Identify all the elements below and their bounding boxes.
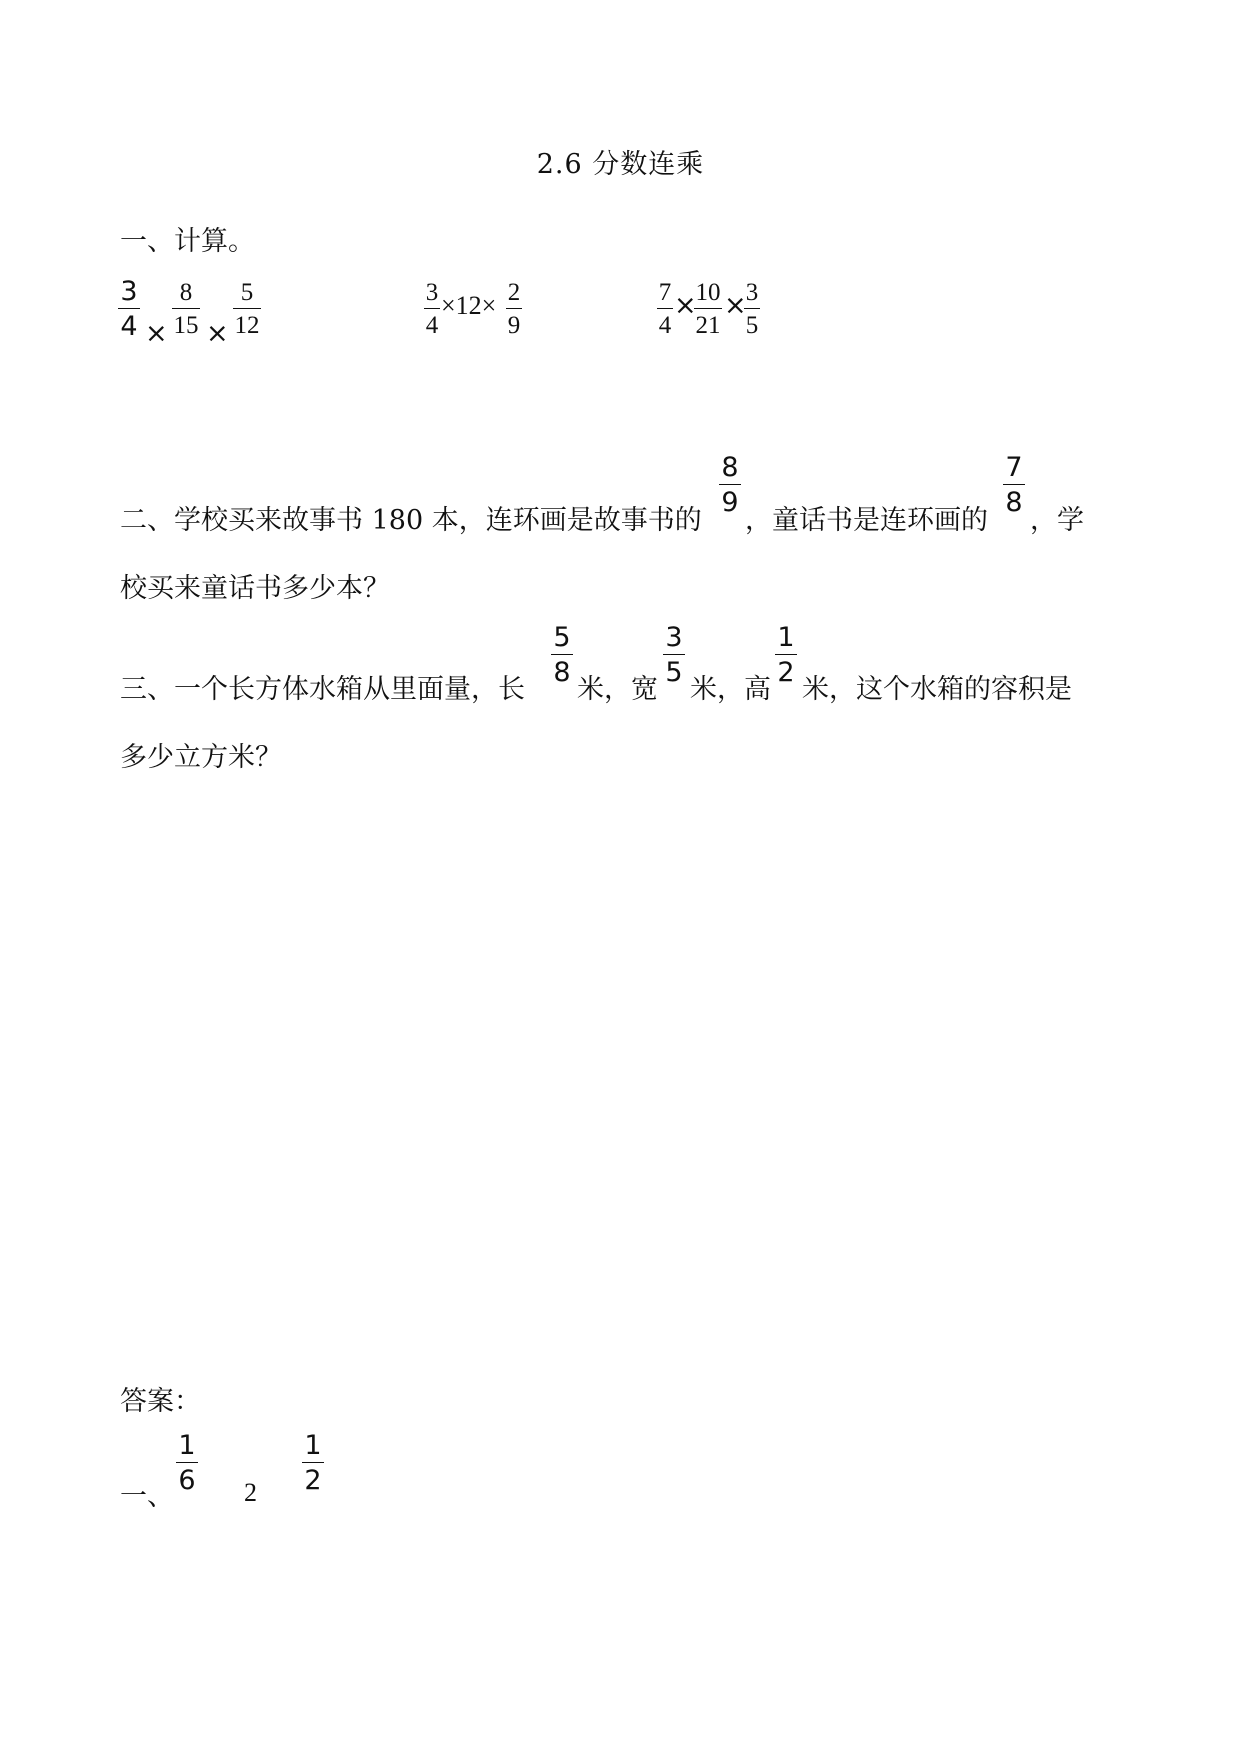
expr2-fraction-1: 3 4 xyxy=(425,279,439,339)
expr2-middle: ×12× xyxy=(441,291,497,320)
section2-text-c: ，学 xyxy=(1030,505,1084,536)
section3-text-b: 米，宽 xyxy=(577,674,658,705)
section3-text-line2: 多少立方米？ xyxy=(120,742,282,773)
expr1-fraction-2: 8 15 xyxy=(173,279,199,339)
section2-text-b: ，童话书是连环画的 xyxy=(745,505,988,536)
answer-3-fraction: 1 2 xyxy=(302,1432,324,1494)
answers-prefix: 一、 xyxy=(120,1481,174,1512)
section3-fraction-3: 1 2 xyxy=(775,624,797,686)
expr1-times-1: × xyxy=(145,318,168,349)
expr2-fraction-2: 2 9 xyxy=(507,279,521,339)
section3-text-a: 三、一个长方体水箱从里面量，长 xyxy=(120,674,525,705)
section1-heading: 一、计算。 xyxy=(120,226,255,257)
answers-heading: 答案： xyxy=(120,1386,201,1417)
expr1-fraction-1: 3 4 xyxy=(118,278,140,340)
expr1-fraction-3: 5 12 xyxy=(234,279,260,339)
page-title: 2.6 分数连乘 xyxy=(536,149,705,180)
expr3-times-1: × xyxy=(674,290,697,321)
answer-1-fraction: 1 6 xyxy=(176,1432,198,1494)
section3-text-c: 米，高 xyxy=(690,674,771,705)
section3-text-d: 米，这个水箱的容积是 xyxy=(802,674,1072,705)
expr1-times-2: × xyxy=(206,318,229,349)
section3-fraction-2: 3 5 xyxy=(663,624,685,686)
section3-fraction-1: 5 8 xyxy=(551,624,573,686)
section2-text-line2: 校买来童话书多少本？ xyxy=(120,573,390,604)
expr3-fraction-2: 10 21 xyxy=(695,279,721,339)
expr3-fraction-3: 3 5 xyxy=(745,279,759,339)
expr3-fraction-1: 7 4 xyxy=(658,279,672,339)
section2-text-a: 二、学校买来故事书 180 本，连环画是故事书的 xyxy=(120,505,702,536)
answer-2-value: 2 xyxy=(244,1478,257,1507)
section2-fraction-1: 8 9 xyxy=(719,454,741,516)
section2-fraction-2: 7 8 xyxy=(1003,454,1025,516)
expr3-times-2: × xyxy=(724,290,747,321)
